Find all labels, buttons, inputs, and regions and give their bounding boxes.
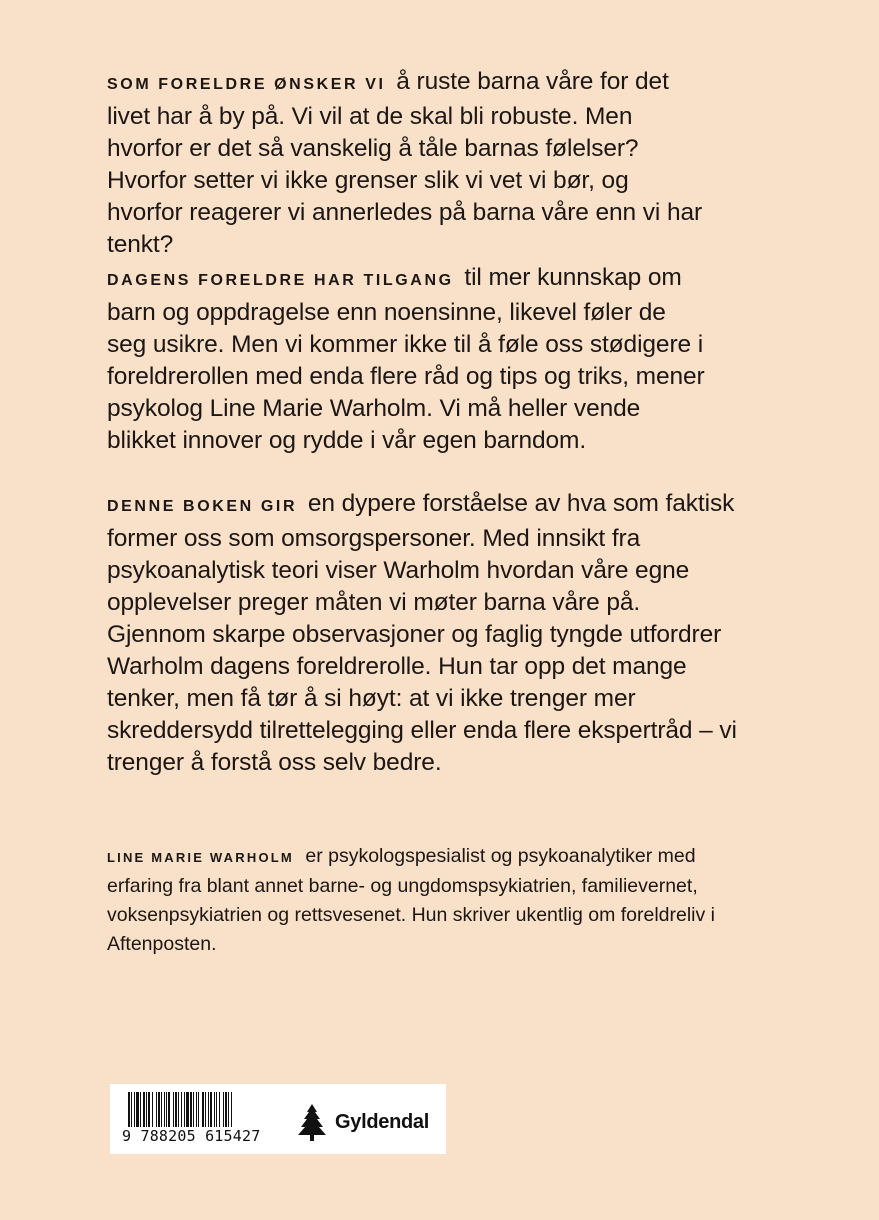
publisher-logo <box>295 1102 429 1142</box>
barcode-panel <box>110 1084 446 1154</box>
context-paragraph <box>107 262 707 457</box>
author-bio <box>107 842 727 959</box>
author-name: LINE MARIE WARHOLM <box>107 850 294 865</box>
book-description-text: en dypere forståelse av hva som faktisk former oss som omsorgspersoner. Med innsikt fra psykoanalytisk teori viser Warholm hvordan våre egne opplevelser preger måten vi møter barna våre på. Gjennom skarpe observasjoner og faglig tyngde utfordrer Warholm dagens foreldrerolle. Hun tar opp det mange tenker, men få tør å si høyt: at vi ikke trenger mer skreddersydd tilrettelegging eller enda flere ekspertråd – vi trenger å forstå oss selv bedre. <box>107 490 737 776</box>
context-lead: DAGENS FORELDRE HAR TILGANG <box>107 272 454 289</box>
intro-text: å ruste barna våre for det livet har å by på. Vi vil at de skal bli robuste. Men hvorfor er det så vanskelig å tåle barnas følelser? Hvorfor setter vi ikke grenser slik vi vet vi bør, og hvorfor reagerer vi annerledes på barna våre enn vi har tenkt? <box>107 68 703 258</box>
isbn-digits: 9 788205 615427 <box>122 1127 292 1145</box>
context-text: til mer kunnskap om barn og oppdragelse enn noensinne, likevel føler de seg usikre. Men vi kommer ikke til å føle oss stødigere i foreldrerollen med enda flere råd og tips og triks, mener psykolog Line Marie Warholm. Vi må heller vende blikket innover og rydde i vår egen barndom. <box>107 264 705 454</box>
intro-lead: SOM FORELDRE ØNSKER VI <box>107 76 386 93</box>
intro-paragraph <box>107 66 707 261</box>
book-description-paragraph <box>107 488 737 779</box>
book-description-lead: DENNE BOKEN GIR <box>107 498 298 515</box>
publisher-name: Gyldendal <box>335 1110 429 1133</box>
tree-icon <box>295 1102 329 1142</box>
author-bio-text: er psykologspesialist og psykoanalytiker med erfaring fra blant annet barne- og ungdomspsykiatrien, familievernet, voksenpsykiatrien og rettsvesenet. Hun skriver ukentlig om foreldreliv i Aftenposten. <box>107 845 716 955</box>
